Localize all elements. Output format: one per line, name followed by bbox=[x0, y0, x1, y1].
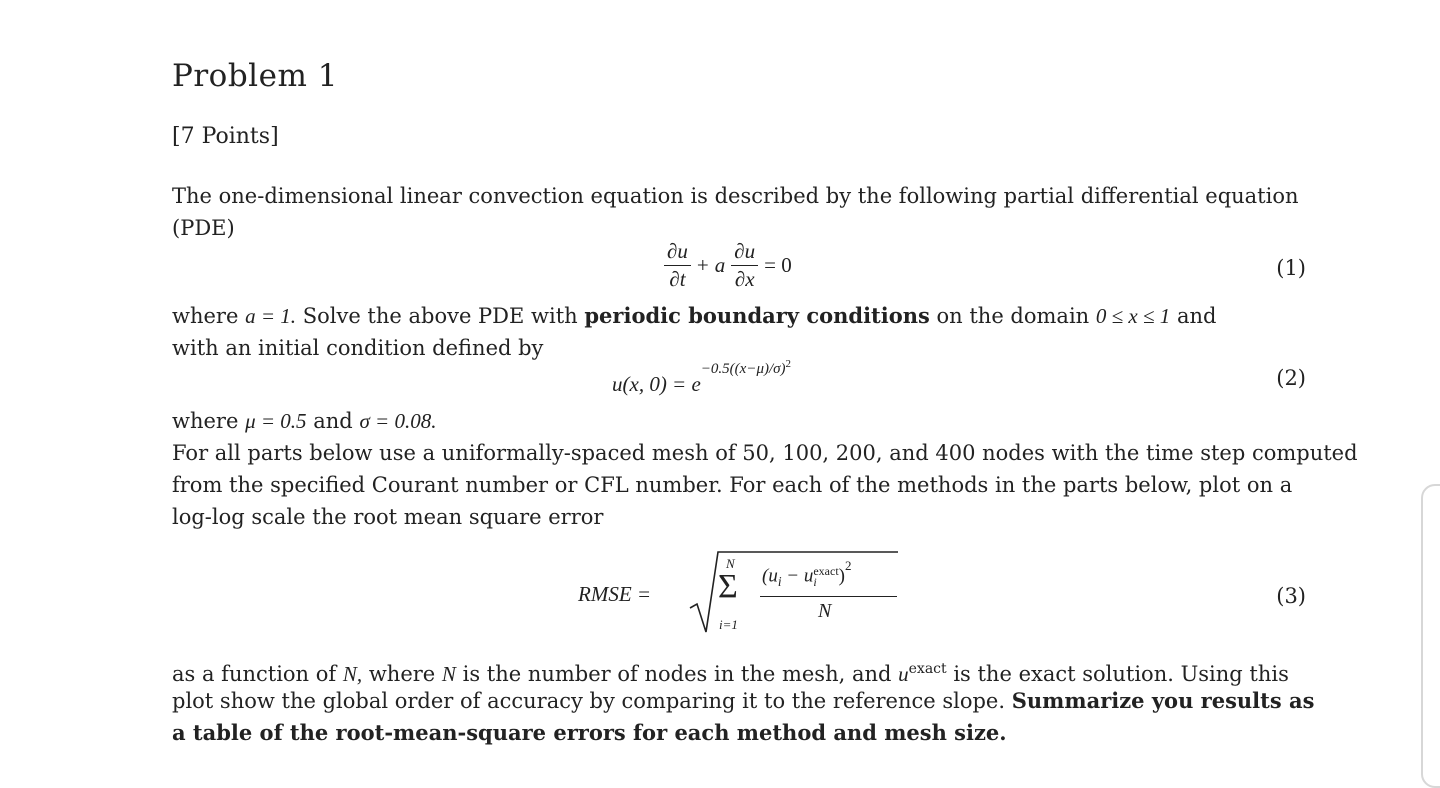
sigma-value: σ = 0.08. bbox=[359, 409, 437, 433]
eq1-coeff-a: a bbox=[714, 253, 726, 278]
fraction-bar bbox=[760, 596, 897, 597]
scroll-handle[interactable] bbox=[1421, 484, 1440, 788]
params-line bbox=[172, 405, 436, 437]
num-sup-exact: exact bbox=[813, 563, 839, 578]
num-open: (u bbox=[762, 565, 778, 587]
closing-b: where bbox=[368, 662, 436, 686]
closing-a: as a function of bbox=[172, 662, 337, 686]
eq2-lhs: u(x, 0) = e bbox=[612, 372, 701, 396]
sum-symbol: Σ bbox=[718, 568, 738, 605]
sum-lower: i=1 bbox=[719, 617, 738, 632]
where-line-1 bbox=[172, 300, 1216, 332]
parts-line-2: from the specified Courant number or CFL number. For each of the methods in the parts below, plot on a bbox=[172, 473, 1293, 497]
parts-line-1: For all parts below use a uniformally-spaced mesh of 50, 100, 200, and 400 nodes with the time step computed bbox=[172, 441, 1358, 465]
points-label: [7 Points] bbox=[172, 124, 279, 149]
problem-heading: Problem 1 bbox=[172, 58, 338, 94]
closing-line2-plain: plot show the global order of accuracy by comparing it to the reference slope. bbox=[172, 689, 1006, 713]
eq1-den-t: ∂t bbox=[669, 267, 686, 292]
eq3-denominator: N bbox=[818, 600, 832, 622]
where-end: and bbox=[1176, 304, 1217, 328]
eq1-den-x: ∂x bbox=[734, 267, 755, 292]
eq2-exp-body: −0.5((x−μ)/σ) bbox=[700, 361, 786, 377]
sum-upper: N bbox=[726, 556, 735, 571]
closing-line2-bold: Summarize you results as bbox=[1011, 688, 1315, 713]
eq1-number: (1) bbox=[1276, 256, 1306, 280]
closing-line-3: a table of the root-mean-square errors for each method and mesh size. bbox=[172, 720, 1007, 745]
closing-d: is the exact solution. Using this bbox=[953, 662, 1289, 686]
num-sub-i: i bbox=[777, 574, 782, 590]
intro-line-1: The one-dimensional linear convection equation is described by the following partial differential equation bbox=[172, 184, 1299, 208]
eq2-number: (2) bbox=[1276, 366, 1306, 390]
eq1-num-x: ∂u bbox=[731, 240, 758, 266]
eq1-num-t: ∂u bbox=[664, 240, 691, 266]
closing-uexact: u bbox=[898, 662, 909, 686]
eq3-numerator bbox=[762, 558, 852, 590]
where-mid2: on the domain bbox=[936, 304, 1090, 328]
num-minus-u: − u bbox=[786, 565, 814, 587]
eq2-exponent bbox=[700, 358, 792, 377]
eq3-number: (3) bbox=[1276, 584, 1306, 608]
num-close: ) bbox=[838, 565, 845, 587]
eq1-frac-t bbox=[664, 240, 691, 291]
closing-uexact-sup: exact bbox=[908, 661, 947, 677]
closing-N2: N bbox=[441, 662, 456, 686]
num-sub-i2: i bbox=[813, 574, 817, 589]
periodic-bc-emphasis: periodic boundary conditions bbox=[584, 303, 930, 328]
eq3-lhs: RMSE = bbox=[578, 582, 652, 606]
intro-line-2: (PDE) bbox=[172, 216, 235, 240]
params-prefix: where bbox=[172, 409, 239, 433]
closing-line-2 bbox=[172, 685, 1314, 717]
closing-c: is the number of nodes in the mesh, and bbox=[462, 662, 892, 686]
params-and: and bbox=[313, 409, 353, 433]
equation-2 bbox=[612, 358, 792, 396]
where-line-2: with an initial condition defined by bbox=[172, 336, 544, 360]
where-prefix: where bbox=[172, 304, 239, 328]
equation-1 bbox=[664, 240, 792, 291]
domain-expr: 0 ≤ x ≤ 1 bbox=[1095, 304, 1171, 328]
closing-N1: N, bbox=[342, 662, 363, 686]
eq1-frac-x bbox=[731, 240, 758, 291]
num-power: 2 bbox=[845, 558, 852, 573]
mu-value: μ = 0.5 bbox=[245, 409, 307, 433]
eq2-exp-power: 2 bbox=[785, 358, 792, 370]
a-value: a = 1. bbox=[245, 304, 297, 328]
eq1-rhs: = 0 bbox=[764, 253, 792, 278]
where-mid: Solve the above PDE with bbox=[302, 304, 578, 328]
parts-line-3: log-log scale the root mean square error bbox=[172, 505, 604, 529]
num-sup-sub-stack bbox=[813, 563, 839, 589]
eq1-plus: + bbox=[696, 253, 709, 278]
